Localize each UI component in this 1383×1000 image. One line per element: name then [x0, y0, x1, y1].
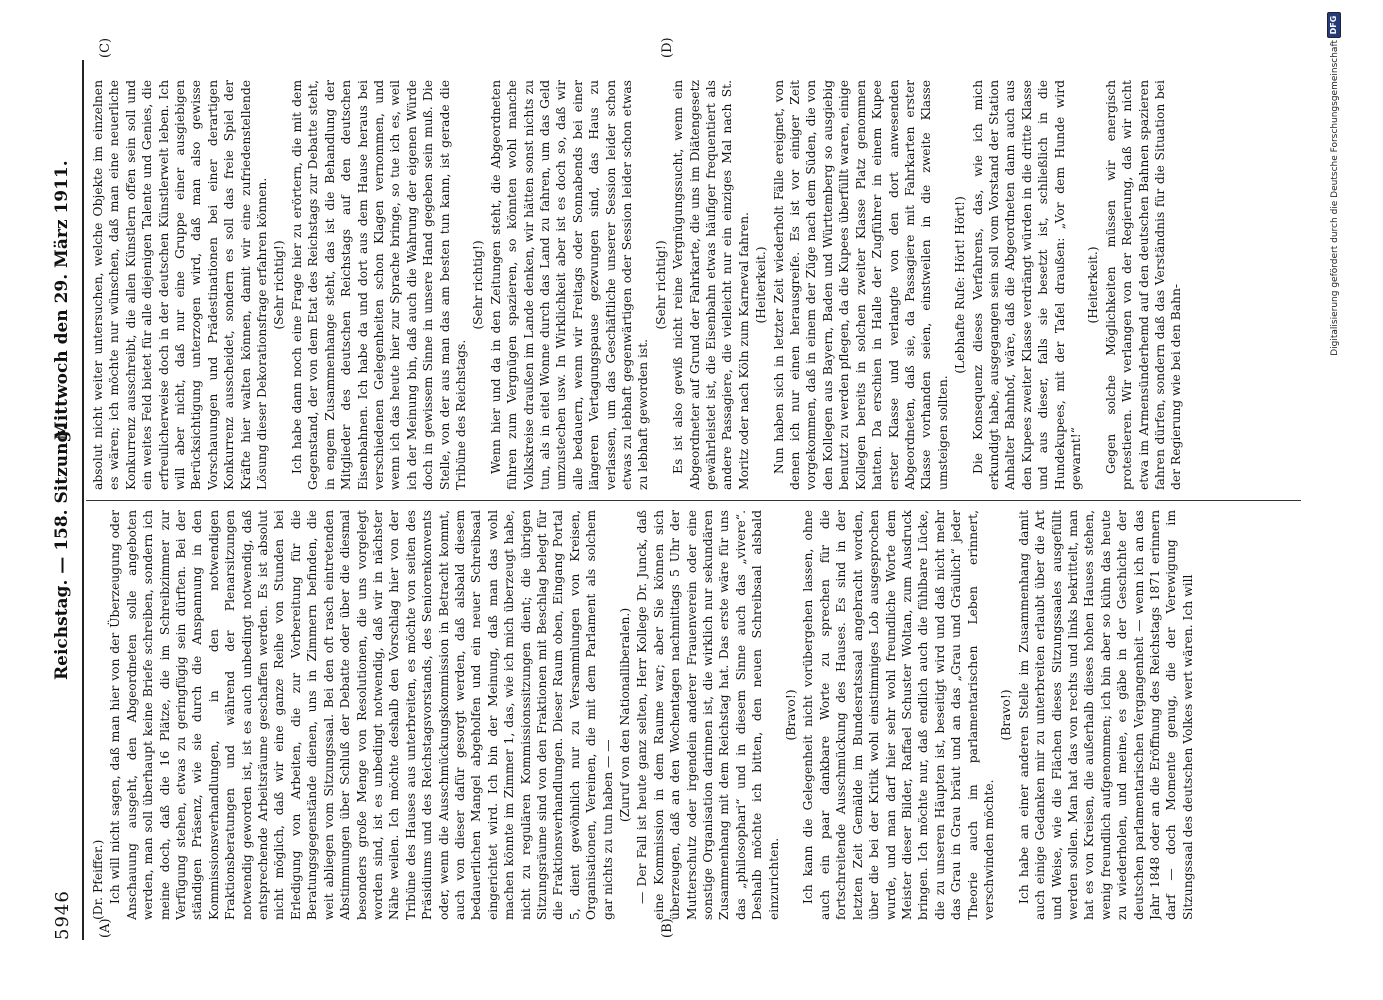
interjection: (Lebhafte Rufe: Hört! Hört!) [953, 196, 968, 374]
paragraph: absolut nicht weiter untersuchen, welche Objekte im einzelnen es wären; ich möchte nur wünschen, daß man eine neuerliche Konkurrenz ausschreibt, die allen Künstlern offen sein soll und ein weites Feld bietet für alle diejenigen Talente und Genies, die erfreulicherweise doch in der deutschen Künstlerwelt leben. Ich will aber nicht, daß nur eine Gruppe einer ausgiebigen Berücksichtigung unterzogen wird, daß man also gewisse Vorschauungen und Prädestinationen bei einer derartigen Konkurrenz ausscheidet, sondern es soll das freie Spiel der Kräfte hier walten können, damit wir eine zufriedenstellende Lösung dieser Dekorationsfrage erfahren können. [91, 80, 270, 490]
interjection: (Bravo!) [784, 689, 799, 741]
paragraph: Ich habe an einer anderen Stelle im Zusammenhang damit auch einige Gedanken mir zu unterbreiten erlaubt über die Art und Weise, wie die Flächen dieses Sitzungssaales ausgefüllt werden sollen. Man hat das von rechts und links bekrittelt, man hat es von Kreisen, die außerhalb dieses hohen Hauses stehen, wenig freundlich aufgenommen; ich bin aber so kühn das heute zu wiederholen, und meine, es gäbe in der Geschichte der deutschen parlamentarischen Vergangenheit — wenn ich an das Jahr 1848 oder an die Eröffnung des Reichstags 1871 erinnern darf — doch Momente genug, die der Verewigung im Sitzungssaal des deutschen Volkes wert wären. Ich will [1016, 510, 1195, 920]
paragraph: Es ist also gewiß nicht reine Vergnügungssucht, wenn ein Abgeordneter auf Grund der Fahrkarte, die uns im Diätengesetz gewährleistet ist, die Eisenbahn etwas häufiger frequentiert als andere Passagiere, die vielleicht nur ein einziges Mal nach St. Moritz oder nach Köln zum Karneval fahren. [671, 80, 751, 490]
interjection: (Sehr richtig!) [272, 240, 287, 330]
margin-label-b: (B) [660, 918, 675, 938]
interjection: (Sehr richtig!) [471, 240, 486, 330]
margin-label-d: (D) [660, 37, 675, 58]
dfg-logo: DFG [1327, 12, 1341, 38]
header-date: Mittwoch den 29. März 1911. [52, 160, 72, 440]
interjection: (Heiterkeit.) [1086, 246, 1101, 324]
column-separator [86, 500, 1301, 501]
margin-label-a: (A) [98, 918, 113, 938]
page-header [52, 60, 78, 940]
digitization-credit: Digitalisierung gefördert durch die Deutsche Forschungsgemeinschaft [1330, 40, 1340, 356]
paragraph: Nun haben sich in letzter Zeit wiederholt Fälle ereignet, von denen ich nur einen herausgreife. Es ist vor einiger Zeit vorgekommen, daß in einem der Züge nach dem Süden, die von den Kollegen aus Bayern, Baden und Württemberg so ausgiebig benutzt zu werden pflegen, da die Kupees überfüllt waren, einige Kollegen bereits in solchen zweiter Klasse Platz genommen hatten. Da erschien in Halle der Zugführer in einem Kupee erster Klasse und verlangte von den dort anwesenden Abgeordneten, daß sie, da Passagiere mit Fahrkarten erster Klasse vorhanden seien, einstweilen in die zweite Klasse umsteigen sollten. [771, 80, 950, 490]
header-rule [82, 60, 84, 940]
left-column [90, 510, 1295, 920]
interjection: (Zuruf von den Nationalliberalen.) [618, 607, 632, 823]
paragraph: Die Konsequenz dieses Verfahrens, das, wie ich mich erkundigt habe, ausgegangen sein soll vom Vorstand der Station Anhalter Bahnhof, wäre, daß die Abgeordneten dann auch aus den Kupees zweiter Klasse verdrängt würden in die dritte Klasse und aus dieser, falls sie besetzt ist, schließlich in die Hundekupees, mit der Tafel draußen: „Vor dem Hunde wird gewarnt!“ [970, 80, 1083, 490]
interjection: (Sehr richtig!) [653, 240, 668, 330]
paragraph: Gegen solche Möglichkeiten müssen wir energisch protestieren. Wir verlangen von der Regierung, daß wir nicht etwa im Armensünderhemd auf den deutschen Bahnen spazieren fahren dürfen, sondern daß das Verständnis für die Situation bei der Regierung wie bei den Bahn- [1103, 80, 1184, 490]
paragraph: — Der Fall ist heute ganz selten, Herr Kollege Dr. Junck, daß eine Kommission in dem Raume war; aber Sie können sich überzeugen, daß an den Wochentagen nachmittags 5 Uhr der Mutterschutz oder irgendein anderer Frauenverein oder eine sonstige Organisation darinnen ist, die wirklich nur sekundären Zusammenhang mit dem Reichstag hat. Das erste wäre für uns das „philosophari“ und in diesem Sinne auch das „vivere“. Deshalb möchte ich bitten, den neuen Schreibsaal alsbald einzurichten. [635, 510, 781, 920]
paragraph: Ich will nicht sagen, daß man hier von der Überzeugung oder Anschauung ausgeht, den Abgeordneten solle angeboten werden, man soll überhaupt keine Briefe schreiben, sondern ich meine doch, daß die 16 Plätze, die im Schreibzimmer zur Verfügung stehen, etwas zu geringfügig sein dürften. Bei der ständigen Präsenz, wie sie durch die Anspannung in den Kommissionsverhandlungen, in den notwendigen Fraktionsberatungen und während der Plenarsitzungen notwendig geworden ist, ist es auch unbedingt notwendig, daß entsprechende Arbeitsräume geschaffen werden. Es ist absolut nicht möglich, daß wir eine ganze Reihe von Stunden bei Erledigung von Arbeiten, die zur Vorbereitung für die Beratungsgegenstände dienen, uns in Zimmern befinden, die weit abliegen vom Sitzungssaal. Bei den oft rasch eintretenden Abstimmungen über Schluß der Debatte oder über die diesmal besonders große Menge von Resolutionen, die uns vorgelegt worden sind, ist es unbedingt notwendig, daß wir in nächster Nähe weilen. Ich möchte deshalb den Vorschlag hier von der Tribüne des Hauses aus unterbreiten, es möchte von seiten des Präsidiums und des Reichstagsvorstands, des Seniorenkonvents oder, wenn die Ausschmückungskommission in Betracht kommt, auch von dieser dafür gesorgt werden, daß alsbald diesem bedauerlichen Mangel abgeholfen und ein neuer Schreibsaal eingerichtet wird. Ich bin der Meinung, daß man das wohl machen könnte im Zimmer 1, das, wie ich mich überzeugt habe, nicht zu regulären Kommissionssitzungen dient; die übrigen Sitzungsräume sind von den Fraktionen mit Beschlag belegt für die Fraktionsverhandlungen. Dieser Raum oben, Eingang Portal 5, dient gewöhnlich nur zu Versammlungen von Kreisen, Organisationen, Vereinen, die mit dem Parlament als solchem gar nichts zu tun haben — — [108, 510, 615, 920]
paragraph: Wenn hier und da in den Zeitungen steht, die Abgeordneten führen zum Vergnügen spazieren, so könnten wohl manche Volkskreise draußen im Lande denken, wir hätten sonst nichts zu tun, als in eitel Wonne durch das Land zu fahren, um das Geld umzustechen usw. In Wirklichkeit aber ist es doch so, daß wir alle bedauern, wenn wir Freitags oder Sonnabends bei einer längeren Vertagungspause gezwungen sind, das Haus zu verlassen, um das Geschäftliche unserer Session leider schon etwas zu lebhaft gegenwärtigen oder Session leider schon etwas zu lebhaft geworden ist. [488, 80, 651, 490]
right-column [90, 80, 1295, 490]
margin-label-c: (C) [98, 37, 113, 58]
paragraph: Ich habe dann noch eine Frage hier zu erörtern, die mit dem Gegenstand, der von dem Etat des Reichstags zur Debatte steht, in engem Zusammenhange steht, das ist die Behandlung der Mitglieder des deutschen Reichstags auf den deutschen Eisenbahnen. Ich habe da und dort aus dem Hause heraus bei verschiedenen Gelegenheiten schon Klagen vernommen, und wenn ich das heute hier zur Sprache bringe, so tue ich es, weil ich der Meinung bin, daß auch die Wahrung der eigenen Würde doch in gewissem Sinne in unsere Hand gegeben sein muß. Die Stelle, von der aus man das am besten tun kann, ist gerade die Tribüne des Reichstags. [289, 80, 468, 490]
header-session-title: Reichstag. — 158. Sitzung. [52, 424, 72, 680]
paragraph: Ich kann die Gelegenheit nicht vorübergehen lassen, ohne auch ein paar dankbare Worte zu sprechen für die fortschreitende Ausschmückung des Hauses. Es sind in der letzten Zeit Gemälde im Bundesratssaal angebracht worden, über die bei der Kritik wohl einstimmiges Lob ausgesprochen wurde, und man darf hier sehr wohl freundliche Worte dem Meister dieser Bilder, Raffael Schuster Woltan, zum Ausdruck bringen. Ich möchte nur, daß endlich auch die fühlbare Lücke, die zu unseren Häupten ist, beseitigt wird und daß nicht mehr das Grau in Grau bräut und an das „Grau und Gräulich“ jeder Theorie auch im parlamentarischen Leben erinnert, verschwinden möchte. [801, 510, 996, 920]
interjection: (Heiterkeit.) [754, 246, 769, 324]
speaker-label: (Dr. Pfeiffer.) [91, 839, 105, 920]
interjection: (Bravo!) [999, 689, 1014, 741]
page-number: 5946 [52, 890, 73, 940]
